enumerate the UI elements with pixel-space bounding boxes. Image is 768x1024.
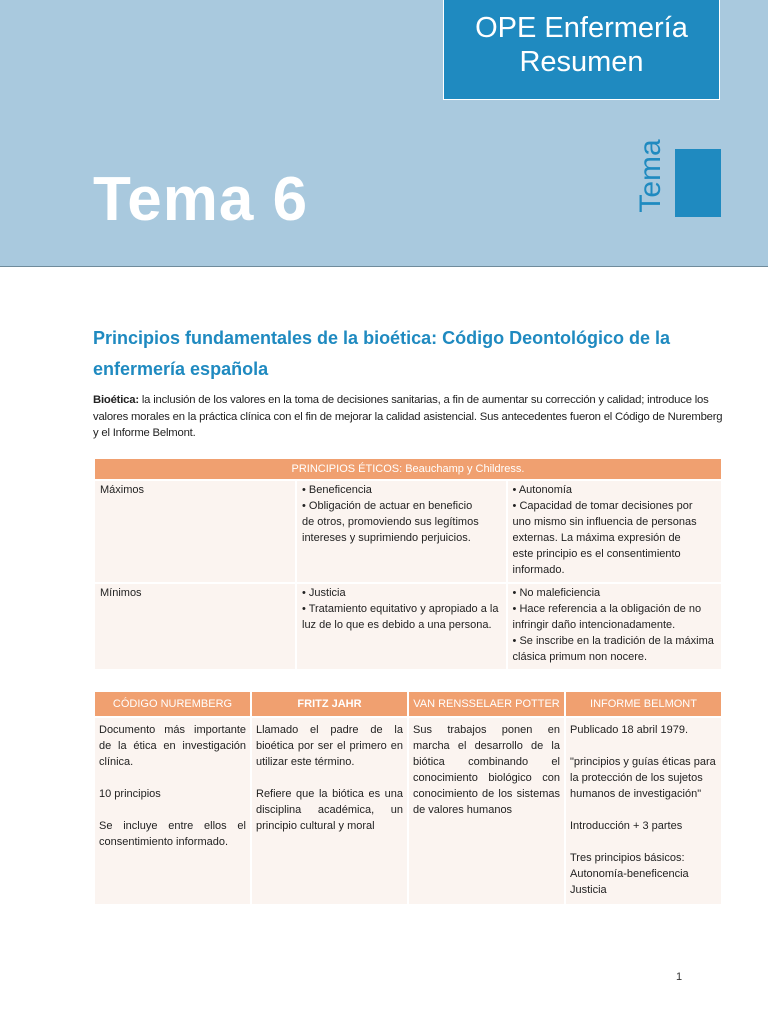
principios-table-title: PRINCIPIOS ÉTICOS: Beauchamp y Childress. [95,459,721,479]
cell-paragraph: Llamado el padre de la bioética por ser el primero en utilizar este término. [256,724,403,768]
cell-paragraph: Introducción + 3 partes [570,820,683,832]
table-row [95,718,721,904]
intro-label: Bioética: [93,394,139,406]
cell-paragraph: Se incluye entre ellos el consentimiento informado. [99,820,246,848]
tema-vertical-text: Tema [634,139,667,213]
cell-line: informado. [512,564,565,576]
cell-paragraph: Publicado 18 abril 1979. [570,724,689,736]
cell-line: este principio es el consentimiento [512,548,681,560]
ope-title-line2: Resumen [519,46,644,78]
cell-paragraph: Refiere que la biótica es una disciplina académica, un principio cultural y moral [256,788,403,832]
cell-paragraph: "principios y guías éticas para la protección de los sujetos humanos de investigación" [570,756,716,800]
cell-line: • Hace referencia a la obligación de no [512,603,702,615]
cell-line: • Obligación de actuar en beneficio [302,500,473,512]
cell-beneficencia [297,481,506,582]
header-van-rensselaer-potter: VAN RENSSELAER POTTER [409,692,564,716]
cell-line: infringir daño intencionadamente. [512,619,676,631]
table-row [95,481,721,582]
tema-vertical-label [634,128,668,224]
cell-no-maleficiencia [508,584,721,669]
row-label-maximos: Máximos [95,481,295,582]
cell-line: • Beneficencia [302,484,372,496]
header-informe-belmont: INFORME BELMONT [566,692,721,716]
cell-belmont [566,718,721,904]
cell-line: clásica primum non nocere. [512,651,648,663]
header-codigo-nuremberg: CÓDIGO NUREMBERG [95,692,250,716]
cell-line: • Se inscribe en la tradición de la máxima [512,635,714,647]
cell-line: Tres principios básicos: [570,852,685,864]
tema-accent-square [675,149,721,217]
cell-justicia [297,584,506,669]
cell-line: uno mismo sin influencia de personas [512,516,697,528]
cell-jahr [252,718,407,904]
cell-paragraph: 10 principios [99,788,161,800]
cell-line: de otros, promoviendo sus legítimos [302,516,479,528]
cell-autonomia [508,481,721,582]
ope-title-line1: OPE Enfermería [475,12,688,44]
cell-line: • Autonomía [512,484,573,496]
cell-paragraph: Documento más importante de la ética en investigación clínica. [99,724,246,768]
cell-line: externas. La máxima expresión de [512,532,681,544]
history-table [93,690,723,906]
cell-line: • Justicia [302,587,346,599]
cell-line: • No maleficiencia [512,587,601,599]
cell-line: Justicia [570,884,607,896]
cell-nuremberg [95,718,250,904]
cell-line: • Tratamiento equitativo y apropiado a la [302,603,499,615]
cell-potter [409,718,564,904]
cell-line: • Capacidad de tomar decisiones por [512,500,693,512]
table-row [95,584,721,669]
section-heading: Principios fundamentales de la bioética: Código Deontológico de la enfermería española [93,328,671,379]
cell-line: intereses y suprimiendo perjuicios. [302,532,471,544]
cell-line: Autonomía-beneficencia [570,868,689,880]
intro-text: la inclusión de los valores en la toma de decisiones sanitarias, a fin de aumentar su corrección y calidad; introduce los valores morales en la práctica clínica con el fin de mejorar la calidad asistencial. Sus antecedentes fueron el Código de Nuremberg y el Informe Belmont. [93,394,723,439]
intro-paragraph [93,392,725,442]
header-fritz-jahr: FRITZ JAHR [252,692,407,716]
tema-title: Tema 6 [93,165,309,234]
row-label-minimos: Mínimos [95,584,295,669]
principios-table [93,457,723,671]
ope-title-box [443,0,720,100]
page-number: 1 [676,971,683,983]
cell-line: luz de lo que es debido a una persona. [302,619,492,631]
cell-paragraph: Sus trabajos ponen en marcha el desarrollo de la biótica combinando el conocimiento biológico con conocimiento de los sistemas de valores humanos [413,724,560,816]
